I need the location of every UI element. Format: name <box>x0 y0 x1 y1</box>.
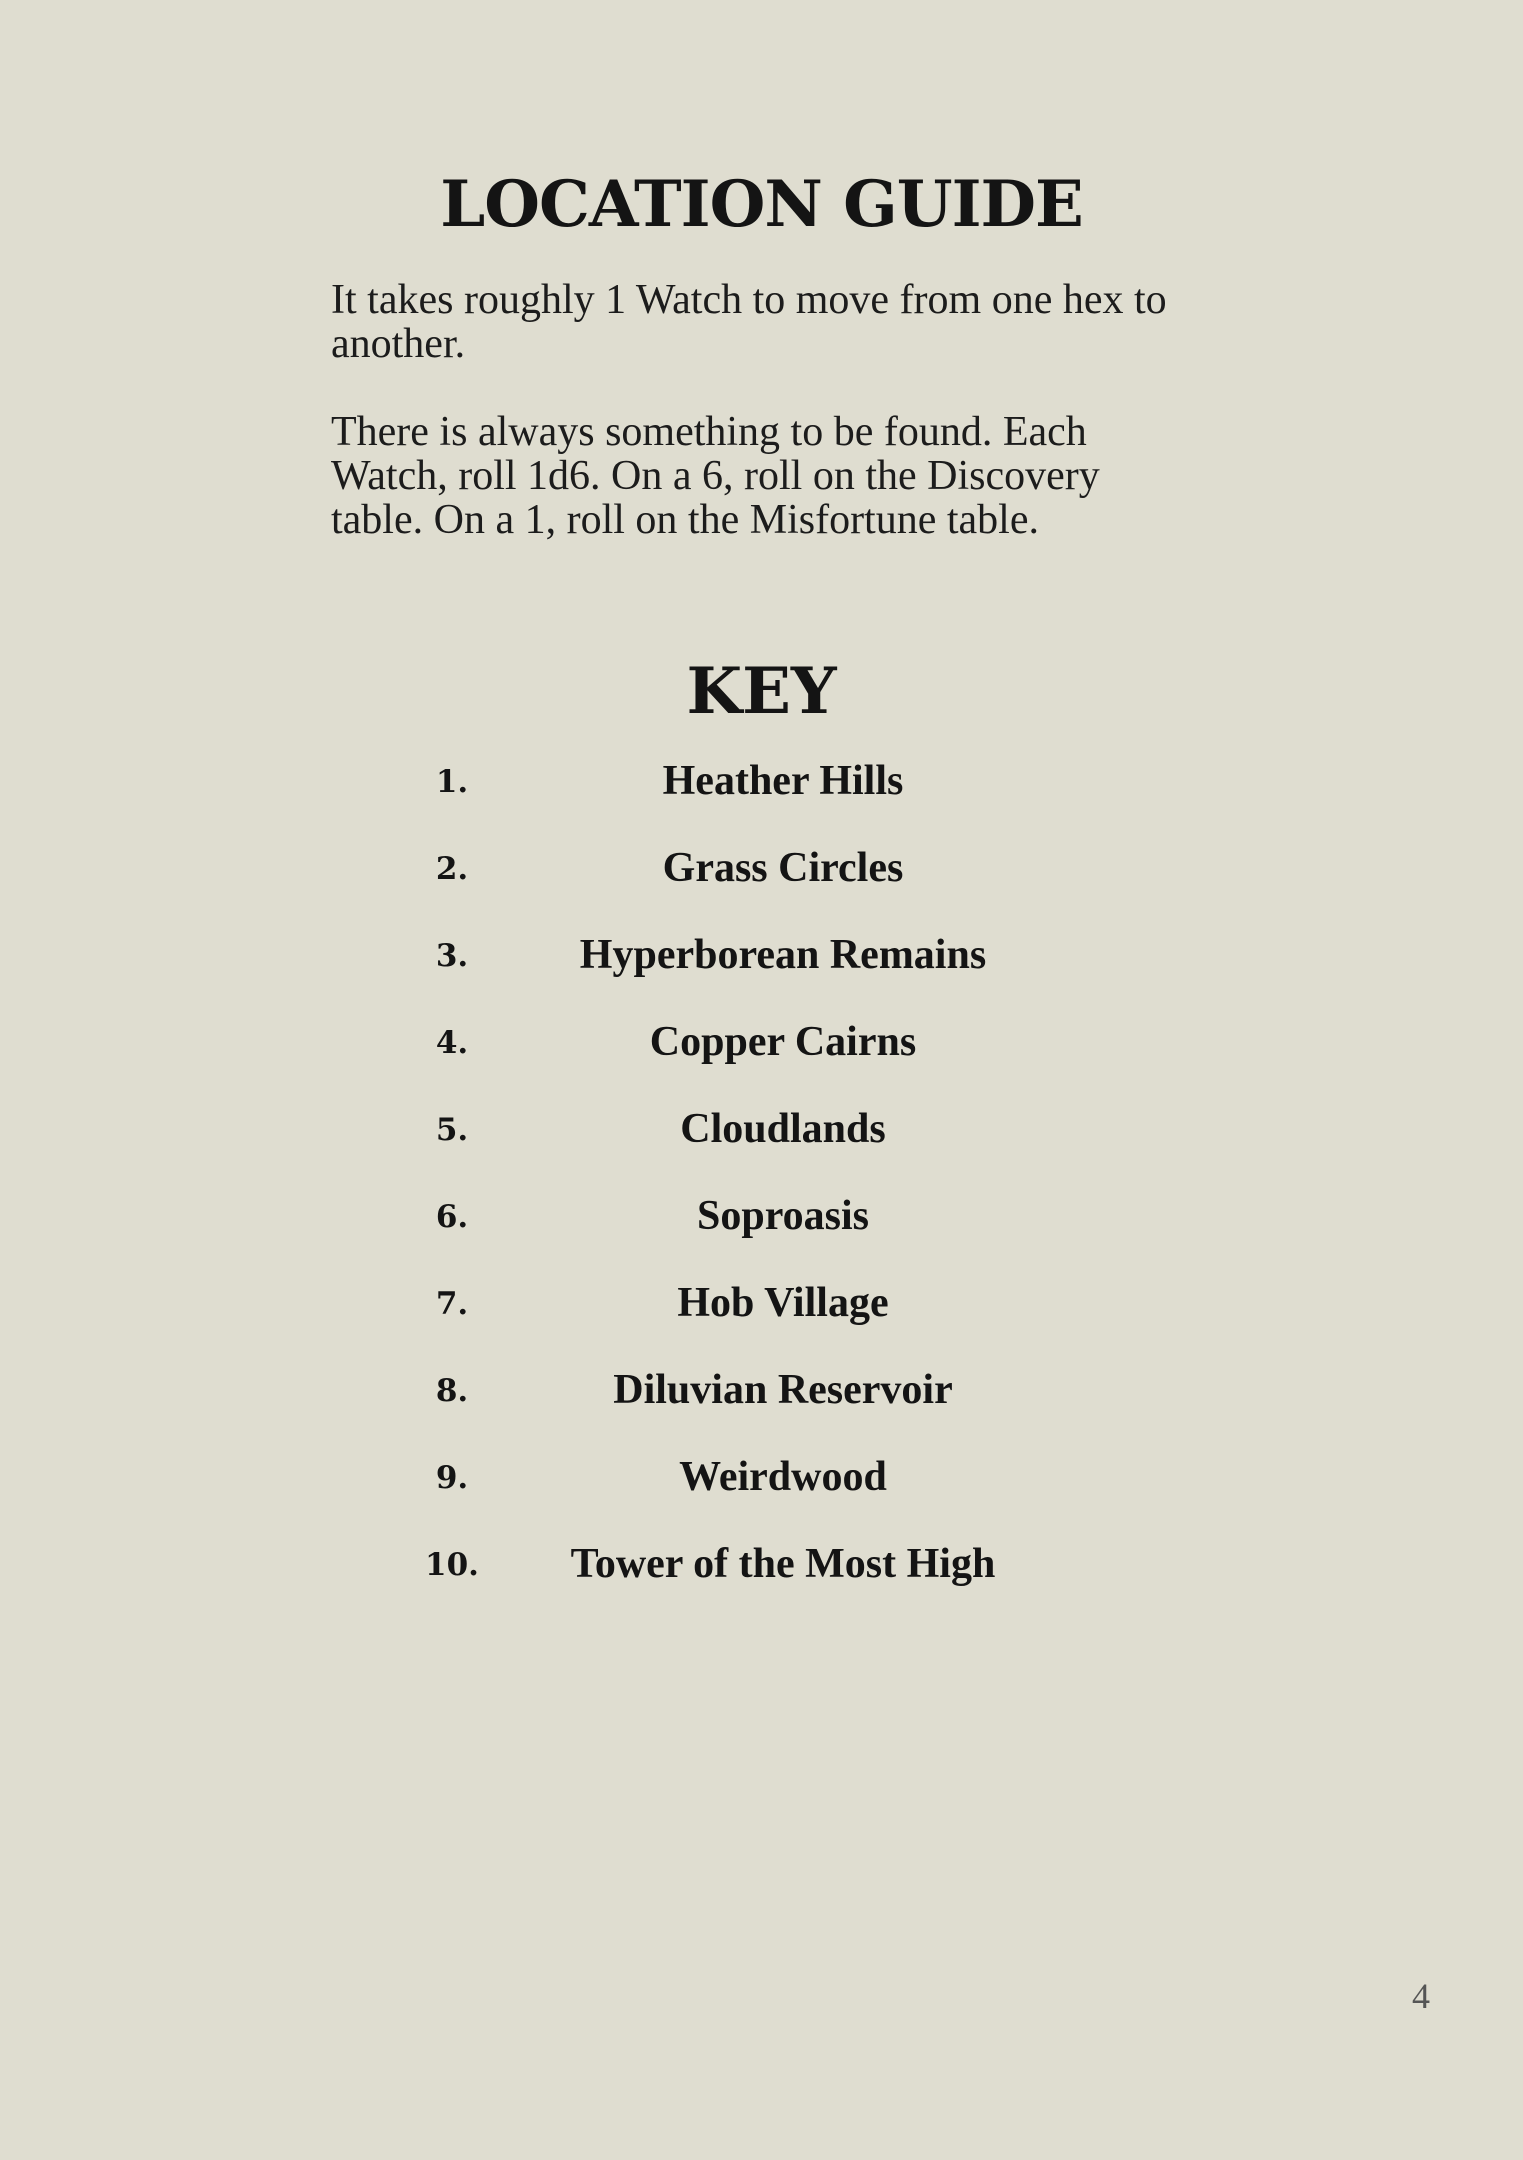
key-item-name: Tower of the Most High <box>570 1541 996 1587</box>
key-item-number: 4. <box>435 1025 469 1061</box>
intro-paragraph-discovery: There is always something to be found. Each Watch, roll 1d6. On a 6, roll on the Discovery table. On a 1, roll on the Misfortune table. <box>331 409 1100 543</box>
intro-paragraph-travel: It takes roughly 1 Watch to move from one hex to another. <box>331 277 1167 367</box>
key-item-number: 9. <box>435 1460 469 1496</box>
key-item-name: Heather Hills <box>662 758 904 804</box>
key-item-name: Grass Circles <box>662 845 904 891</box>
key-item <box>0 839 1523 926</box>
key-item-name: Cloudlands <box>680 1106 886 1152</box>
key-item <box>0 1535 1523 1622</box>
key-item-name: Weirdwood <box>679 1454 887 1500</box>
key-item <box>0 1013 1523 1100</box>
key-item-name: Soproasis <box>697 1193 869 1239</box>
key-item <box>0 926 1523 1013</box>
key-item <box>0 1448 1523 1535</box>
key-item <box>0 1100 1523 1187</box>
key-item-name: Hob Village <box>677 1280 889 1326</box>
key-item <box>0 1274 1523 1361</box>
key-item-name: Diluvian Reservoir <box>613 1367 953 1413</box>
key-item-name: Hyperborean Remains <box>579 932 987 978</box>
key-item <box>0 1187 1523 1274</box>
page-title: LOCATION GUIDE <box>440 167 1083 242</box>
key-item-number: 5. <box>435 1112 469 1148</box>
key-item-number: 8. <box>435 1373 469 1409</box>
key-item-number: 2. <box>435 851 469 887</box>
key-list <box>0 752 1523 1622</box>
key-item <box>0 1361 1523 1448</box>
key-item-name: Copper Cairns <box>649 1019 917 1065</box>
key-item-number: 6. <box>435 1199 469 1235</box>
key-item-number: 1. <box>435 764 469 800</box>
key-item-number: 7. <box>435 1286 469 1322</box>
key-title: KEY <box>686 654 837 729</box>
page-number: 4 <box>1412 1976 1430 2016</box>
key-item-number: 10. <box>425 1547 479 1583</box>
key-item <box>0 752 1523 839</box>
key-item-number: 3. <box>435 938 469 974</box>
